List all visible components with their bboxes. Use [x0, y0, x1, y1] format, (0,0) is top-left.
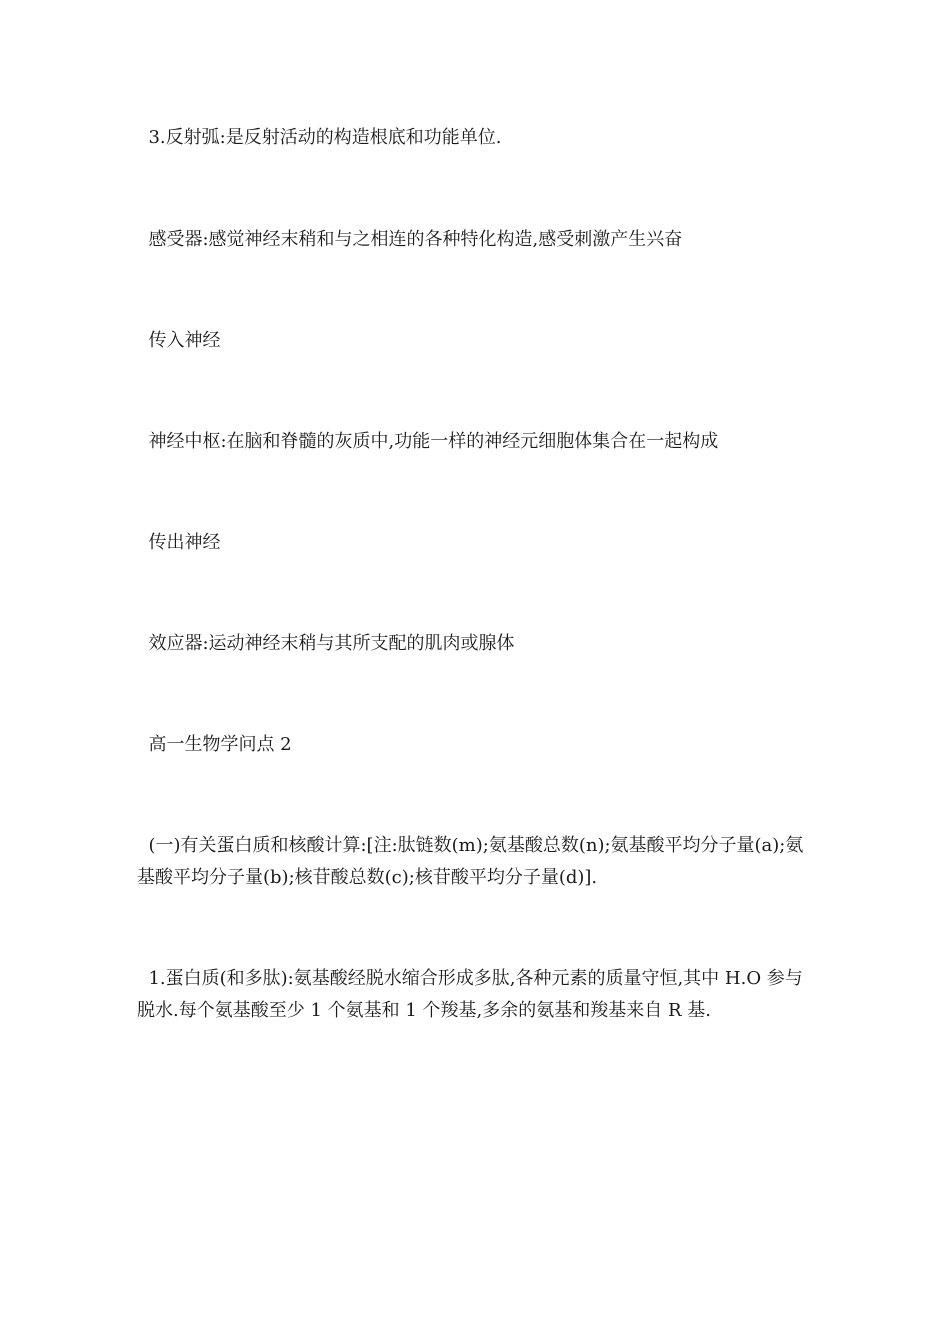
paragraph-effector: 效应器:运动神经末稍与其所支配的肌肉或腺体	[137, 633, 515, 654]
paragraph-protein: 1.蛋白质(和多肽):氨基酸经脱水缩合形成多肽,各种元素的质量守恒,其中 H.O 参与脱水.每个氨基酸至少 1 个氨基和 1 个羧基,多余的氨基和羧基来自 R 基.	[137, 968, 803, 1021]
paragraph-calculation-notes: (一)有关蛋白质和核酸计算:[注:肽链数(m);氨基酸总数(n);氨基酸平均分子量(a);氨基酸平均分子量(b);核苷酸总数(c);核苷酸平均分子量(d)].	[137, 835, 804, 888]
paragraph-afferent-nerve: 传入神经	[137, 330, 221, 351]
paragraph-efferent-nerve: 传出神经	[137, 532, 221, 553]
paragraph-reflex-arc: 3.反射弧:是反射活动的构造根底和功能单位.	[137, 127, 502, 148]
paragraph-receptor: 感受器:感觉神经末稍和与之相连的各种特化构造,感受刺激产生兴奋	[137, 229, 683, 250]
paragraph-nerve-center: 神经中枢:在脑和脊髓的灰质中,功能一样的神经元细胞体集合在一起构成	[137, 431, 719, 452]
section-heading: 高一生物学问点 2	[137, 734, 292, 755]
